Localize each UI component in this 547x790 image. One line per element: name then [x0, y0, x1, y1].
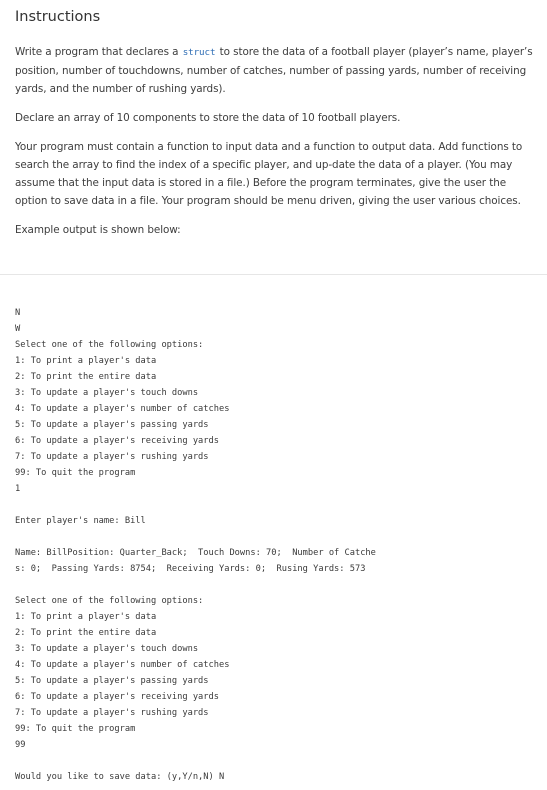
output-line: 7: To update a player's rushing yards [15, 708, 209, 718]
instruction-paragraph-1 [15, 43, 533, 98]
output-line: 7: To update a player's rushing yards [15, 452, 209, 462]
output-line: 99 [15, 740, 26, 750]
struct-keyword: struct [182, 47, 216, 58]
output-line: N [15, 308, 21, 318]
output-line: Select one of the following options: [15, 596, 204, 606]
output-line: 4: To update a player's number of catches [15, 404, 230, 414]
output-line: 6: To update a player's receiving yards [15, 436, 219, 446]
page-title: Instructions [15, 9, 101, 25]
output-line: 3: To update a player's touch downs [15, 644, 199, 654]
paragraph-1-text-after: to store the data of a football player (player’s name, player’s position, number of touchdowns, number of catches, number of passing yards, number of receiving yards, and the number of rushing yards). [15, 46, 533, 95]
instruction-paragraph-4: Example output is shown below: [15, 224, 181, 236]
output-line: 4: To update a player's number of catches [15, 660, 230, 670]
output-line: 99: To quit the program [15, 724, 136, 734]
output-line [15, 497, 533, 513]
paragraph-1-text-before: Write a program that declares a [15, 46, 182, 58]
output-line [15, 753, 533, 769]
output-line: Name: BillPosition: Quarter_Back; Touch Downs: 70; Number of Catche [15, 548, 376, 558]
output-line: 6: To update a player's receiving yards [15, 692, 219, 702]
instruction-paragraph-2: Declare an array of 10 components to store the data of 10 football players. [15, 112, 401, 124]
instruction-paragraph-3: Your program must contain a function to input data and a function to output data. Add functions to search the array to find the index of a specific player, and up-date the data of a player. (You may assume that the input data is stored in a file.) Before the program terminates, give the user the option to save data in a file. Your program should be menu driven, giving the user various choices. [15, 141, 523, 207]
output-line: Would you like to save data: (y,Y/n,N) N [15, 772, 225, 782]
output-line: 2: To print the entire data [15, 372, 157, 382]
output-line: 2: To print the entire data [15, 628, 157, 638]
output-line: 1 [15, 484, 21, 494]
output-line: Enter player's name: Bill [15, 516, 146, 526]
output-line: 1: To print a player's data [15, 356, 157, 366]
output-line: Select one of the following options: [15, 340, 204, 350]
example-output-panel [0, 276, 547, 790]
output-line: 5: To update a player's passing yards [15, 420, 209, 430]
output-line: 99: To quit the program [15, 468, 136, 478]
output-line: 5: To update a player's passing yards [15, 676, 209, 686]
output-line [15, 529, 533, 545]
instructions-panel [0, 0, 547, 275]
output-line: 3: To update a player's touch downs [15, 388, 199, 398]
output-line: s: 0; Passing Yards: 8754; Receiving Yards: 0; Rusing Yards: 573 [15, 564, 366, 574]
output-line: W [15, 324, 21, 334]
output-line: 1: To print a player's data [15, 612, 157, 622]
output-line [15, 577, 533, 593]
